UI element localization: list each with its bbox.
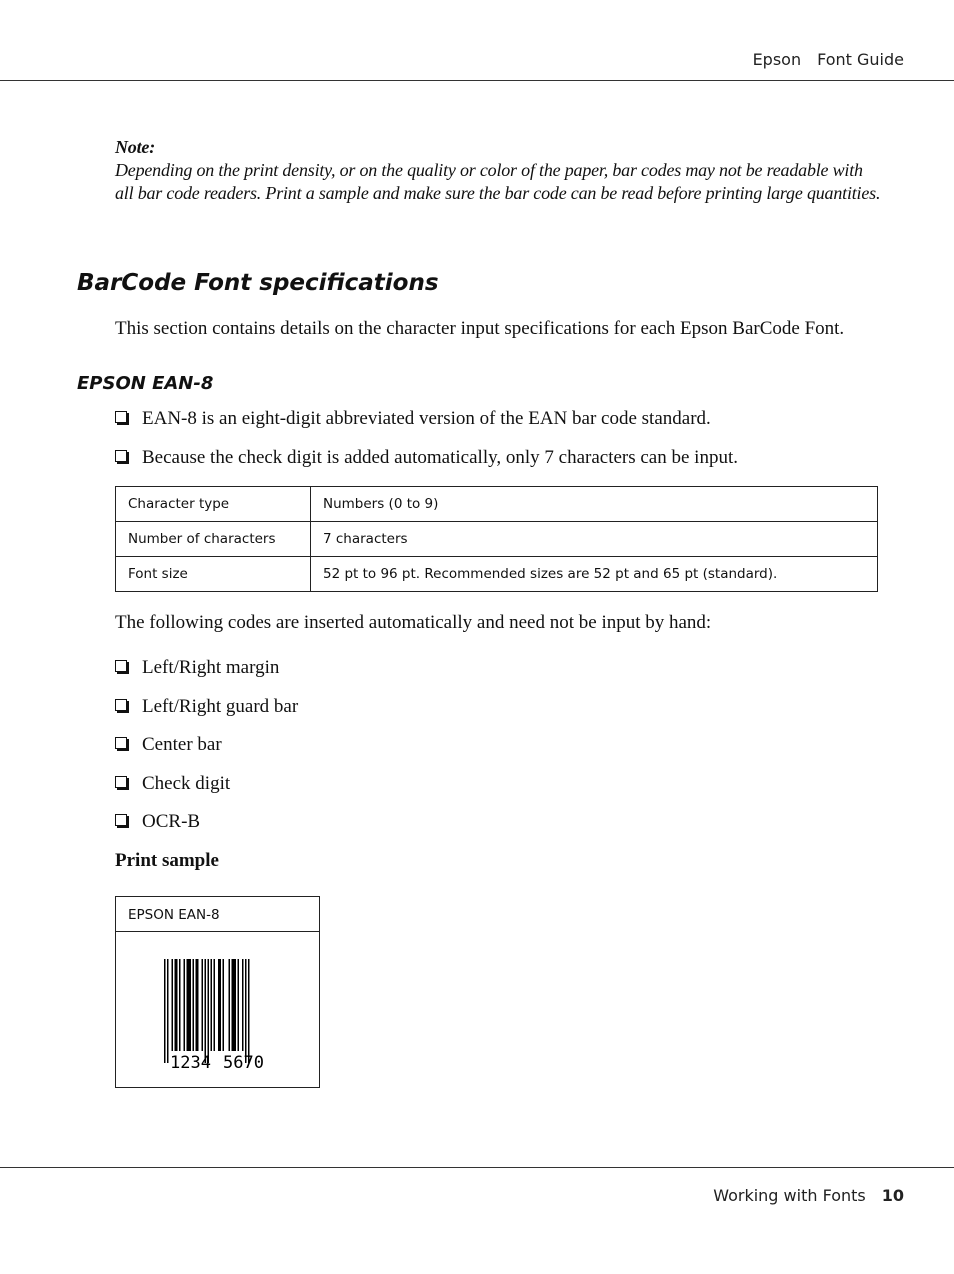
barcode-bar <box>218 959 221 1051</box>
barcode-bar <box>179 959 181 1051</box>
table-cell-value: 52 pt to 96 pt. Recommended sizes are 52 pt and 65 pt (standard). <box>311 557 878 592</box>
page-header <box>737 50 904 69</box>
barcode-right-digits: 5670 <box>223 1053 264 1071</box>
table-row <box>116 487 878 522</box>
checkbox-bullet-icon <box>115 450 127 462</box>
list-item <box>115 657 279 679</box>
bullet-text: Left/Right margin <box>142 657 280 678</box>
barcode-bar <box>202 959 204 1051</box>
barcode-left-digits: 1234 <box>170 1053 211 1071</box>
header-brand: Epson <box>752 50 802 69</box>
section-title: BarCode Font specifications <box>77 270 439 296</box>
checkbox-bullet-icon <box>115 411 127 423</box>
print-sample-label: Print sample <box>115 850 219 871</box>
page-number: 10 <box>881 1186 904 1205</box>
barcode-guard-bar <box>164 959 166 1063</box>
barcode-bar <box>193 959 195 1051</box>
footer-section: Working with Fonts <box>713 1186 866 1205</box>
barcode-bar <box>229 959 231 1051</box>
barcode-bar <box>175 959 178 1051</box>
bullet-text: OCR-B <box>142 811 201 832</box>
list-item <box>115 696 298 718</box>
barcode-bar <box>184 959 186 1051</box>
barcode-guard-bar <box>245 959 247 1063</box>
list-item <box>115 734 222 756</box>
barcode-bar <box>238 959 240 1051</box>
list-item <box>115 811 200 833</box>
barcode-guard-bar <box>205 959 207 1063</box>
header-title: Font Guide <box>817 50 904 69</box>
spec-table <box>115 486 878 592</box>
barcode-bar <box>187 959 192 1051</box>
barcode-bar <box>232 959 237 1051</box>
bullet-text: EAN-8 is an eight-digit abbreviated version of the EAN bar code standard. <box>142 408 711 429</box>
checkbox-bullet-icon <box>115 814 127 826</box>
table-cell-label: Font size <box>116 557 311 592</box>
bullet-text: Because the check digit is added automatically, only 7 characters can be input. <box>142 447 738 468</box>
list-item <box>115 773 230 795</box>
section-intro: This section contains details on the character input specifications for each Epson BarCode Font. <box>115 318 845 339</box>
barcode-bar <box>242 959 244 1051</box>
barcode-bar <box>223 959 225 1051</box>
header-rule <box>0 80 954 81</box>
table-cell-value: Numbers (0 to 9) <box>311 487 878 522</box>
subsection-title: EPSON EAN-8 <box>77 373 214 394</box>
note-text: Depending on the print density, or on the quality or color of the paper, bar codes may not be readable with all bar code readers. Print a sample and make sure the bar code can be read before printing large quantities. <box>115 160 881 203</box>
bullet-text: Center bar <box>142 734 222 755</box>
bullet-text: Check digit <box>142 773 231 794</box>
barcode-bar <box>172 959 174 1051</box>
barcode-bar <box>211 959 213 1051</box>
bullet-text: Left/Right guard bar <box>142 696 299 717</box>
print-sample-box <box>115 896 320 1088</box>
footer-rule <box>0 1167 954 1168</box>
page-footer <box>713 1186 904 1205</box>
auto-codes-intro: The following codes are inserted automatically and need not be input by hand: <box>115 612 712 633</box>
barcode-guard-bar <box>208 959 210 1063</box>
table-cell-value: 7 characters <box>311 522 878 557</box>
note-block <box>115 136 885 205</box>
barcode-image <box>164 959 278 1071</box>
barcode-bar <box>196 959 199 1051</box>
table-row <box>116 522 878 557</box>
checkbox-bullet-icon <box>115 699 127 711</box>
table-cell-label: Character type <box>116 487 311 522</box>
barcode-guard-bar <box>248 959 250 1063</box>
table-cell-label: Number of characters <box>116 522 311 557</box>
checkbox-bullet-icon <box>115 776 127 788</box>
checkbox-bullet-icon <box>115 660 127 672</box>
barcode-guard-bar <box>167 959 169 1063</box>
note-label: Note: <box>115 137 155 157</box>
barcode-bar <box>214 959 216 1051</box>
checkbox-bullet-icon <box>115 737 127 749</box>
list-item <box>115 447 738 469</box>
list-item <box>115 408 711 430</box>
table-row <box>116 557 878 592</box>
sample-heading: EPSON EAN-8 <box>116 897 319 932</box>
